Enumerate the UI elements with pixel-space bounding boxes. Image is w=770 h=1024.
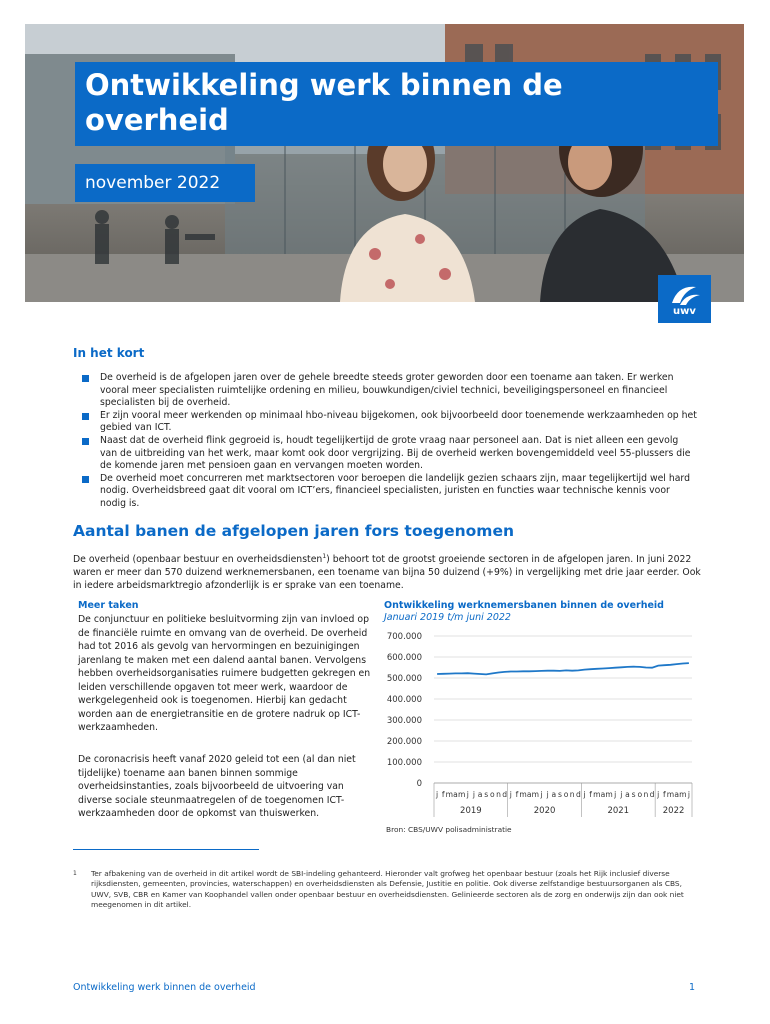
x-tick-label: s bbox=[484, 790, 489, 799]
page-number: 1 bbox=[689, 982, 696, 993]
y-tick-label: 700.000 bbox=[386, 632, 422, 642]
year-label: 2020 bbox=[533, 806, 556, 816]
footer-title: Ontwikkeling werk binnen de overheid bbox=[73, 982, 256, 993]
x-tick-label: a bbox=[526, 790, 532, 799]
x-tick-label: o bbox=[490, 790, 495, 799]
x-tick-label: f bbox=[663, 790, 666, 799]
x-tick-label: j bbox=[472, 790, 475, 799]
x-tick-label: f bbox=[515, 790, 519, 799]
x-tick-label: m bbox=[445, 790, 454, 799]
summary-item-text: De overheid is de afgelopen jaren over de gehele breedte steeds groter geworden door een toename aan taken. Er werken vooral meer specialisten ruimtelijke ordening en milieu, bouwkundigen/civiel technici, beveiligingspersoneel en financieel specialisten bij de overheid. bbox=[100, 372, 674, 409]
x-tick-label: j bbox=[546, 790, 549, 799]
x-tick-label: m bbox=[593, 790, 601, 799]
x-tick-label: a bbox=[625, 790, 630, 799]
uwv-logo bbox=[658, 275, 711, 323]
paragraph-1: De conjunctuur en politieke besluitvorming zijn van invloed op de financiële ruimte en omvang van de overheid. De overheid had tot 2016 als gevolg van hervormingen en bezuinigingen jarenlang te maken met een dalend aantal banen. Vervolgens hebben overheidsorganisaties ruimere budgetten gekregen en leiden verschillende opgaven tot meer werk, waardoor de werkgelegenheid ook is toegenomen. Hierbij kan gedacht worden aan de energietransitie en de grotere nadruk op ICT-werkzaamheden. bbox=[78, 614, 371, 733]
x-tick-label: m bbox=[679, 790, 687, 799]
section-intro bbox=[73, 550, 703, 592]
line-chart bbox=[380, 624, 710, 819]
y-tick-label: 200.000 bbox=[386, 737, 422, 747]
bullet-square-icon bbox=[82, 438, 89, 445]
x-tick-label: a bbox=[674, 790, 679, 799]
series-line bbox=[437, 663, 689, 674]
footnote-number: 1 bbox=[73, 870, 77, 877]
x-tick-label: n bbox=[643, 790, 649, 799]
bullet-square-icon bbox=[82, 413, 89, 420]
footnote-divider bbox=[73, 849, 259, 850]
x-tick-label: s bbox=[557, 790, 562, 799]
y-tick-label: 300.000 bbox=[386, 716, 422, 726]
chart-subtitle: Januari 2019 t/m juni 2022 bbox=[384, 612, 511, 623]
x-tick-label: m bbox=[666, 790, 675, 799]
section-heading: Aantal banen de afgelopen jaren fors toegenomen bbox=[73, 522, 514, 540]
x-tick-label: j bbox=[583, 790, 586, 799]
x-tick-label: d bbox=[575, 790, 581, 799]
summary-item-text: Naast dat de overheid flink gegroeid is, houdt tegelijkertijd de grote vraag naar personeel aan. Dat is niet alleen een gevolg van de uitbreiding van het werk, maar komt ook door vergrijzing. Bij de overheid werken bovengemiddeld veel 55-plussers die de komende jaren met pensioen gaan en vervangen moeten worden. bbox=[100, 434, 691, 472]
paragraph-2: De coronacrisis heeft vanaf 2020 geleid tot een (al dan niet tijdelijke) toename aan banen binnen sommige overheidsinstanties, zoals bijvoorbeeld de uitvoering van diverse sociale steunmaatregelen of de toegenomen ICT-werkzaamheden door de opkomst van thuiswerken. bbox=[78, 754, 356, 819]
summary-list bbox=[82, 372, 697, 511]
x-tick-label: m bbox=[519, 790, 527, 799]
summary-item bbox=[82, 473, 697, 511]
x-tick-label: j bbox=[620, 790, 623, 799]
x-tick-label: a bbox=[551, 790, 557, 799]
x-tick-label: f bbox=[589, 790, 592, 799]
x-tick-label: j bbox=[436, 790, 439, 799]
summary-item-text: De overheid moet concurreren met marktsectoren voor beroepen die landelijk gezien schaars zijn, maar tegelijkertijd wel hard nodig. Overheidsbreed gaat dit vooral om ICT’ers, financieel specialisten, juristen en functies waar technische kennis voor nodig is. bbox=[100, 472, 690, 509]
x-tick-label: o bbox=[637, 790, 643, 799]
y-tick-label: 100.000 bbox=[386, 758, 422, 768]
intro-text-start: De overheid (openbaar bestuur en overheidsdiensten bbox=[73, 554, 323, 566]
summary-item bbox=[82, 372, 697, 410]
x-tick-label: j bbox=[540, 790, 543, 799]
x-tick-label: n bbox=[496, 790, 501, 799]
summary-item bbox=[82, 410, 697, 435]
uwv-logo-text: uwv bbox=[673, 306, 696, 317]
chart-source: Bron: CBS/UWV polisadministratie bbox=[386, 825, 512, 834]
footnote-text: Ter afbakening van de overheid in dit artikel wordt de SBI-indeling gehanteerd. Hieronder valt grofweg het openbaar bestuur (zoals het Rijk inclusief diverse rijksdiensten, gemeenten, provincies, waterschappen) en overheidsdiensten als Defensie, Justitie en politie. Ook diverse zelfstandige bestuursorganen als CBS, UWV, SVB, CBR en Kamer van Koophandel vallen onder openbaar bestuur en overheidsdiensten. Gelinieerde sectoren als de zorg en onderwijs zijn dan ook niet meegenomen in dit artikel. bbox=[91, 869, 684, 910]
hero-photo bbox=[25, 24, 744, 317]
subheading-meer-taken: Meer taken bbox=[78, 600, 139, 611]
footnote-ref[interactable]: 1 bbox=[322, 553, 327, 560]
summary-item-text: Er zijn vooral meer werkenden op minimaal hbo-niveau bijgekomen, ook bijvoorbeeld door toenemende werkzaamheden op het gebied van ICT. bbox=[100, 409, 697, 434]
y-tick-label: 0 bbox=[416, 779, 422, 789]
x-tick-label: a bbox=[600, 790, 606, 799]
title-banner bbox=[75, 62, 718, 146]
bullet-square-icon bbox=[82, 375, 89, 382]
x-tick-label: m bbox=[531, 790, 540, 799]
x-tick-label: d bbox=[649, 790, 655, 799]
in-het-kort-heading: In het kort bbox=[73, 346, 145, 360]
x-tick-label: o bbox=[563, 790, 569, 799]
x-tick-label: a bbox=[477, 790, 483, 799]
y-tick-label: 500.000 bbox=[386, 674, 422, 684]
date-banner: november 2022 bbox=[75, 164, 255, 202]
x-tick-label: j bbox=[614, 790, 617, 799]
footnote bbox=[73, 869, 693, 911]
year-label: 2019 bbox=[460, 806, 482, 816]
intro-text-end: ) behoort tot de grootst groeiende sectoren in de afgelopen jaren. In juni 2022 waren er meer dan 570 duizend werknemersbanen, een toename van bijna 50 duizend (+9%) in vergelijking met drie jaar eerder. Ook in iedere arbeidsmarktregio afzonderlijk is er sprake van een toename. bbox=[73, 554, 701, 592]
x-tick-label: j bbox=[687, 790, 690, 799]
page-title: Ontwikkeling werk binnen de overheid bbox=[85, 68, 563, 137]
year-label: 2022 bbox=[662, 806, 685, 816]
chart-title: Ontwikkeling werknemersbanen binnen de overheid bbox=[384, 600, 664, 611]
x-tick-label: f bbox=[441, 790, 445, 799]
x-tick-label: a bbox=[453, 790, 458, 799]
year-label: 2021 bbox=[607, 806, 630, 816]
summary-item bbox=[82, 435, 697, 473]
x-tick-label: j bbox=[657, 790, 660, 799]
y-tick-label: 600.000 bbox=[386, 653, 422, 663]
x-tick-label: s bbox=[631, 790, 636, 799]
bullet-square-icon bbox=[82, 476, 89, 483]
x-tick-label: m bbox=[605, 790, 613, 799]
y-tick-label: 400.000 bbox=[386, 695, 422, 705]
x-tick-label: j bbox=[466, 790, 469, 799]
x-tick-label: j bbox=[509, 790, 512, 799]
x-tick-label: m bbox=[457, 790, 466, 799]
x-tick-label: n bbox=[569, 790, 575, 799]
x-tick-label: d bbox=[502, 790, 508, 799]
